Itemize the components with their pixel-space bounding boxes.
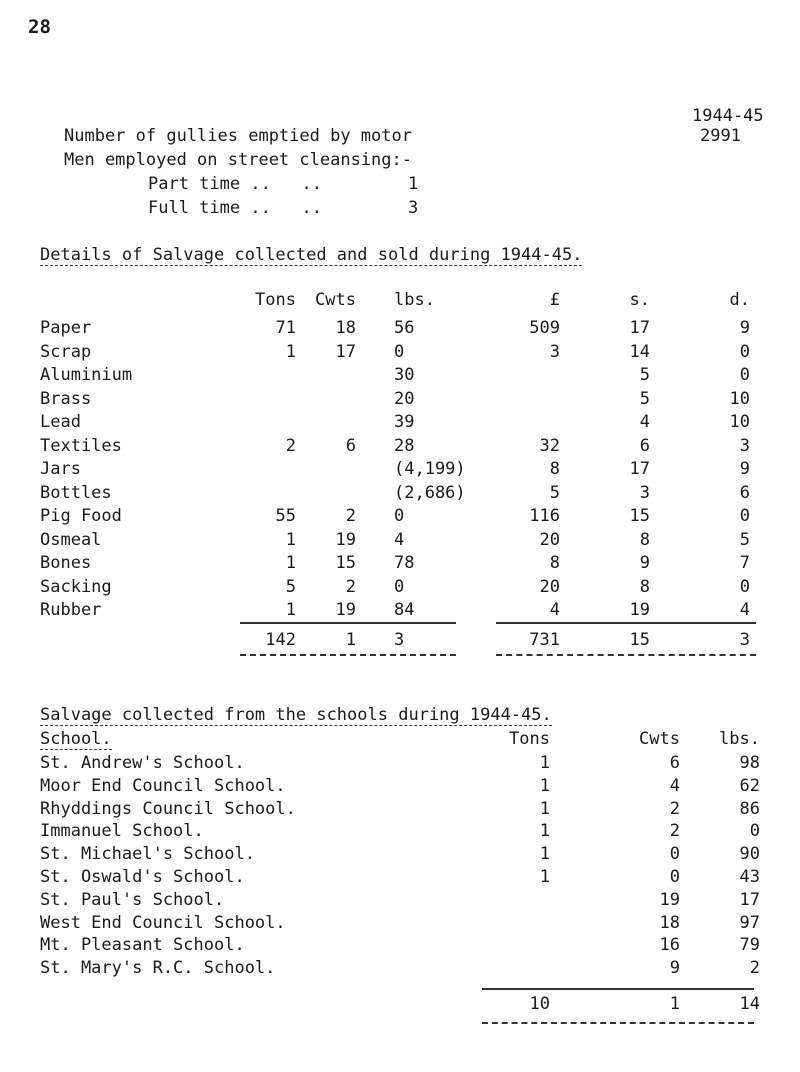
col-shillings: s. bbox=[629, 290, 650, 310]
salvage-cell-s: 4 bbox=[639, 412, 650, 432]
salvage-cell-name: Sacking bbox=[40, 576, 112, 597]
salvage-cell-lbs: 39 bbox=[394, 412, 415, 432]
salvage-cell-s: 15 bbox=[629, 506, 650, 526]
gullies-value: 2991 bbox=[700, 126, 741, 146]
salvage-cell-lbs: 4 bbox=[394, 529, 405, 550]
salvage-cell-d: 0 bbox=[739, 506, 750, 526]
school-cell-cwts: 2 bbox=[669, 821, 680, 842]
salvage-cell-s: 8 bbox=[639, 529, 650, 550]
schools-title: Salvage collected from the schools during 1944-45. bbox=[40, 705, 552, 725]
salvage-cell-cwts: 2 bbox=[345, 506, 356, 526]
salvage-cell-cwts: 19 bbox=[335, 600, 356, 620]
salvage-cell-lbs: 56 bbox=[394, 318, 415, 338]
full-time-label: Full time .. .. bbox=[148, 198, 322, 218]
salvage-cell-lbs: 0 bbox=[394, 576, 405, 597]
schools-col-tons: Tons bbox=[509, 729, 550, 749]
salvage-cell-cwts: 17 bbox=[335, 341, 356, 362]
salvage-cell-name: Bones bbox=[40, 553, 92, 573]
school-cell-cwts: 0 bbox=[669, 844, 680, 865]
school-cell-name: Immanuel School. bbox=[40, 821, 204, 842]
school-cell-cwts: 0 bbox=[669, 867, 680, 887]
salvage-cell-pounds: 3 bbox=[549, 341, 560, 362]
col-lbs: lbs. bbox=[394, 290, 435, 310]
school-cell-cwts: 19 bbox=[659, 889, 680, 910]
salvage-cell-d: 9 bbox=[739, 459, 750, 479]
salvage-cell-name: Lead bbox=[40, 412, 81, 432]
salvage-cell-d: 5 bbox=[739, 529, 750, 550]
salvage-cell-lbs: 20 bbox=[394, 388, 415, 409]
salvage-cell-d: 7 bbox=[739, 553, 750, 573]
salvage-cell-name: Bottles bbox=[40, 482, 112, 503]
salvage-cell-tons: 1 bbox=[285, 600, 296, 620]
school-cell-cwts: 18 bbox=[659, 912, 680, 933]
salvage-cell-s: 9 bbox=[639, 553, 650, 573]
salvage-cell-pounds: 8 bbox=[549, 459, 560, 479]
salvage-subtotal-rule-money bbox=[496, 622, 756, 624]
salvage-cell-lbs: 78 bbox=[394, 553, 415, 573]
salvage-total-cwts: 1 bbox=[345, 630, 356, 650]
school-cell-tons: 1 bbox=[539, 844, 550, 865]
salvage-cell-lbs: 84 bbox=[394, 600, 415, 620]
full-time-value: 3 bbox=[408, 198, 419, 218]
salvage-cell-s: 3 bbox=[639, 482, 650, 503]
salvage-cell-d: 6 bbox=[739, 482, 750, 503]
school-cell-lbs: 43 bbox=[739, 867, 760, 887]
salvage-cell-tons: 5 bbox=[285, 576, 296, 597]
salvage-cell-name: Scrap bbox=[40, 341, 92, 362]
schools-total-tons: 10 bbox=[529, 994, 550, 1014]
salvage-total-shillings: 15 bbox=[629, 630, 650, 650]
school-cell-lbs: 17 bbox=[739, 889, 760, 910]
salvage-cell-d: 4 bbox=[739, 600, 750, 620]
schools-total-cwts: 1 bbox=[669, 994, 680, 1014]
school-cell-cwts: 9 bbox=[669, 958, 680, 979]
school-cell-lbs: 86 bbox=[739, 798, 760, 819]
schools-subtotal-rule bbox=[482, 988, 754, 990]
salvage-cell-s: 6 bbox=[639, 435, 650, 456]
salvage-cell-tons: 71 bbox=[275, 318, 296, 338]
salvage-cell-d: 0 bbox=[739, 341, 750, 362]
salvage-cell-cwts: 6 bbox=[345, 435, 356, 456]
salvage-cell-s: 17 bbox=[629, 459, 650, 479]
part-time-label: Part time .. .. bbox=[148, 174, 322, 194]
salvage-cell-lbs: 0 bbox=[394, 506, 405, 526]
salvage-cell-name: Jars bbox=[40, 459, 81, 479]
salvage-cell-tons: 1 bbox=[285, 553, 296, 573]
school-cell-name: West End Council School. bbox=[40, 912, 286, 933]
salvage-cell-name: Aluminium bbox=[40, 365, 133, 385]
salvage-cell-pounds: 8 bbox=[549, 553, 560, 573]
salvage-cell-name: Paper bbox=[40, 318, 92, 338]
salvage-cell-pounds: 509 bbox=[529, 318, 560, 338]
school-cell-name: Mt. Pleasant School. bbox=[40, 935, 245, 956]
salvage-cell-lbs: 30 bbox=[394, 365, 415, 385]
salvage-cell-d: 10 bbox=[729, 388, 750, 409]
page-number: 28 bbox=[28, 16, 51, 38]
school-cell-name: Rhyddings Council School. bbox=[40, 798, 296, 819]
salvage-total-lbs: 3 bbox=[394, 630, 405, 650]
salvage-cell-d: 9 bbox=[739, 318, 750, 338]
salvage-cell-pounds: 20 bbox=[539, 529, 560, 550]
salvage-cell-tons: 1 bbox=[285, 341, 296, 362]
school-cell-lbs: 0 bbox=[749, 821, 760, 842]
salvage-cell-tons: 2 bbox=[285, 435, 296, 456]
school-cell-cwts: 6 bbox=[669, 753, 680, 773]
salvage-cell-s: 17 bbox=[629, 318, 650, 338]
col-pence: d. bbox=[729, 290, 750, 310]
salvage-cell-tons: 55 bbox=[275, 506, 296, 526]
salvage-total-pounds: 731 bbox=[529, 630, 560, 650]
salvage-cell-s: 5 bbox=[639, 388, 650, 409]
salvage-cell-s: 5 bbox=[639, 365, 650, 385]
school-cell-lbs: 98 bbox=[739, 753, 760, 773]
school-cell-tons: 1 bbox=[539, 821, 550, 842]
gullies-label: Number of gullies emptied by motor bbox=[64, 126, 412, 146]
salvage-total-rule-money bbox=[496, 654, 756, 656]
salvage-cell-s: 14 bbox=[629, 341, 650, 362]
school-cell-name: Moor End Council School. bbox=[40, 775, 286, 796]
schools-col-lbs: lbs. bbox=[719, 729, 760, 749]
school-cell-tons: 1 bbox=[539, 753, 550, 773]
school-cell-tons: 1 bbox=[539, 775, 550, 796]
school-cell-lbs: 2 bbox=[749, 958, 760, 979]
salvage-cell-pounds: 32 bbox=[539, 435, 560, 456]
school-cell-cwts: 2 bbox=[669, 798, 680, 819]
salvage-total-tons: 142 bbox=[265, 630, 296, 650]
school-cell-name: St. Paul's School. bbox=[40, 889, 225, 910]
school-cell-cwts: 4 bbox=[669, 775, 680, 796]
school-cell-lbs: 97 bbox=[739, 912, 760, 933]
salvage-cell-cwts: 15 bbox=[335, 553, 356, 573]
col-cwts: Cwts bbox=[315, 290, 356, 310]
school-cell-lbs: 62 bbox=[739, 775, 760, 796]
salvage-cell-pounds: 116 bbox=[529, 506, 560, 526]
part-time-value: 1 bbox=[408, 174, 419, 194]
salvage-title: Details of Salvage collected and sold during 1944-45. bbox=[40, 245, 583, 265]
salvage-subtotal-rule bbox=[240, 622, 456, 624]
salvage-cell-pounds: 20 bbox=[539, 576, 560, 597]
salvage-cell-cwts: 19 bbox=[335, 529, 356, 550]
salvage-cell-s: 19 bbox=[629, 600, 650, 620]
salvage-cell-d: 3 bbox=[739, 435, 750, 456]
salvage-cell-pounds: 4 bbox=[549, 600, 560, 620]
col-pounds: £ bbox=[549, 290, 560, 310]
salvage-cell-tons: 1 bbox=[285, 529, 296, 550]
salvage-total-rule bbox=[240, 654, 456, 656]
salvage-cell-pounds: 5 bbox=[549, 482, 560, 503]
school-cell-name: St. Michael's School. bbox=[40, 844, 255, 865]
schools-col-cwts: Cwts bbox=[639, 729, 680, 749]
salvage-cell-name: Rubber bbox=[40, 600, 102, 620]
col-tons: Tons bbox=[255, 290, 296, 310]
school-cell-tons: 1 bbox=[539, 867, 550, 887]
schools-total-lbs: 14 bbox=[739, 994, 760, 1014]
salvage-cell-s: 8 bbox=[639, 576, 650, 597]
school-cell-cwts: 16 bbox=[659, 935, 680, 956]
salvage-cell-cwts: 2 bbox=[345, 576, 356, 597]
salvage-cell-cwts: 18 bbox=[335, 318, 356, 338]
salvage-cell-d: 10 bbox=[729, 412, 750, 432]
salvage-cell-d: 0 bbox=[739, 576, 750, 597]
school-header: School. bbox=[40, 729, 112, 749]
salvage-cell-d: 0 bbox=[739, 365, 750, 385]
salvage-cell-lbs: (2,686) bbox=[394, 482, 466, 503]
salvage-cell-lbs: 28 bbox=[394, 435, 415, 456]
school-cell-name: St. Mary's R.C. School. bbox=[40, 958, 276, 979]
salvage-cell-name: Brass bbox=[40, 388, 92, 409]
schools-total-rule bbox=[482, 1022, 754, 1024]
salvage-cell-name: Osmeal bbox=[40, 529, 102, 550]
school-cell-tons: 1 bbox=[539, 798, 550, 819]
men-employed-label: Men employed on street cleansing:- bbox=[64, 150, 412, 170]
school-cell-name: St. Oswald's School. bbox=[40, 867, 245, 887]
school-cell-name: St. Andrew's School. bbox=[40, 753, 245, 773]
salvage-cell-lbs: (4,199) bbox=[394, 459, 466, 479]
salvage-cell-name: Textiles bbox=[40, 435, 122, 456]
school-cell-lbs: 90 bbox=[739, 844, 760, 865]
salvage-total-pence: 3 bbox=[739, 630, 750, 650]
report-year: 1944-45 bbox=[692, 106, 764, 126]
salvage-cell-name: Pig Food bbox=[40, 506, 122, 526]
school-cell-lbs: 79 bbox=[739, 935, 760, 956]
salvage-cell-lbs: 0 bbox=[394, 341, 405, 362]
